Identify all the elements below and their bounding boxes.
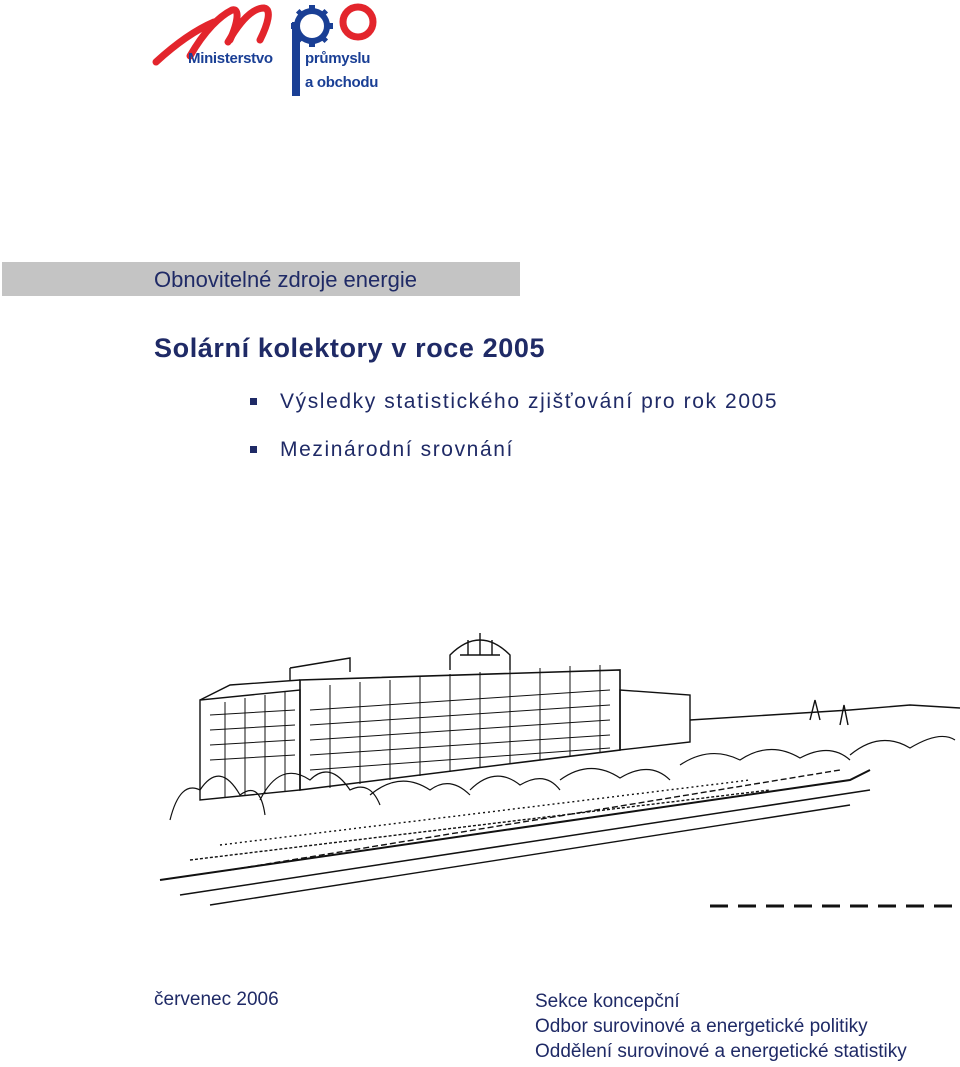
logo-name-line-1: Ministerstvo [188,50,273,67]
department-line: Oddělení surovinové a energetické statistiky [535,1041,907,1062]
bullet-item [250,388,778,436]
ministry-building-illustration [150,630,960,915]
bullet-item [250,436,778,484]
publication-date: červenec 2006 [154,989,279,1010]
page-title: Solární kolektory v roce 2005 [154,333,546,363]
bullet-text: Mezinárodní srovnání [280,438,514,461]
square-bullet-icon [250,446,257,453]
square-bullet-icon [250,398,257,405]
band-title: Obnovitelné zdroje energie [154,267,417,292]
logo-name-line-3: a obchodu [305,74,379,91]
department-line: Odbor surovinové a energetické politiky [535,1016,868,1037]
department-block [535,989,907,1064]
bullet-list [250,388,778,484]
mpo-logo [150,0,400,104]
department-line: Sekce koncepční [535,991,680,1012]
logo-name-line-2: průmyslu [305,50,371,67]
bullet-text: Výsledky statistického zjišťování pro rok 2005 [280,390,779,413]
